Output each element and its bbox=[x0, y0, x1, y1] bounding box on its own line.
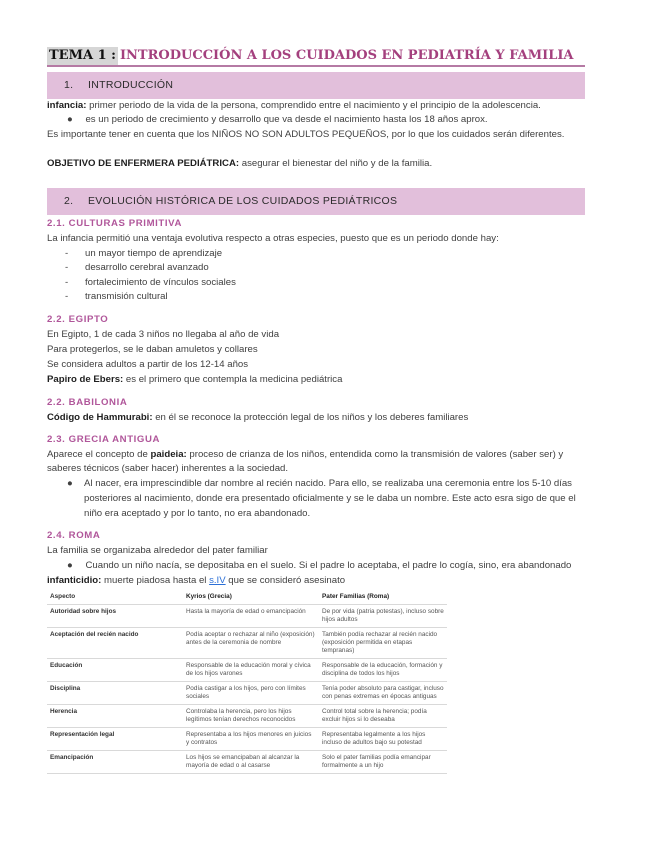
list-item: - transmisión cultural bbox=[65, 291, 168, 302]
grecia-line bbox=[47, 448, 563, 461]
hammurabi-term: Código de Hammurabi: bbox=[47, 412, 153, 423]
title-underline bbox=[47, 65, 585, 67]
list-item bbox=[67, 113, 488, 126]
bullet-dot-icon: ● bbox=[67, 114, 73, 125]
table-cell: Representaba legalmente a los hijos incluso de adultos bajo su potestad bbox=[319, 728, 447, 751]
papiro-line bbox=[47, 373, 342, 386]
section-label: EVOLUCIÓN HISTÓRICA DE LOS CUIDADOS PEDIÁTRICOS bbox=[88, 195, 398, 207]
section-header-introduccion bbox=[47, 72, 585, 99]
table-cell: Podía aceptar o rechazar al niño (exposición) antes de la ceremonia de nombre bbox=[183, 628, 319, 659]
table-row bbox=[47, 628, 447, 659]
egipto-line: En Egipto, 1 de cada 3 niños no llegaba al año de vida bbox=[47, 329, 280, 340]
table-header-cell: Aspecto bbox=[47, 590, 183, 605]
table-row bbox=[47, 659, 447, 682]
paideia-term: paideia: bbox=[150, 449, 187, 460]
infanticidio-post: que se consideró asesinato bbox=[225, 575, 346, 586]
papiro-term: Papiro de Ebers: bbox=[47, 374, 124, 385]
table-cell: Control total sobre la herencia; podía excluir hijos si lo deseaba bbox=[319, 705, 447, 728]
roma-line: La familia se organizaba alrededor del pater familiar bbox=[47, 545, 268, 556]
table-row bbox=[47, 682, 447, 705]
bullet-dot-icon: ● bbox=[67, 478, 73, 489]
list-item-text: transmisión cultural bbox=[85, 291, 168, 302]
list-item-text: un mayor tiempo de aprendizaje bbox=[85, 248, 223, 259]
grecia-pre: Aparece el concepto de bbox=[47, 449, 151, 460]
table-cell: Autoridad sobre hijos bbox=[47, 605, 183, 628]
grecia-line: saberes técnicos (saber hacer) inherentes a la sociedad. bbox=[47, 463, 289, 474]
table-cell: Emancipación bbox=[47, 751, 183, 774]
hammurabi-text: en él se reconoce la protección legal de los niños y los deberes familiares bbox=[152, 412, 469, 423]
list-item: - fortalecimiento de vínculos sociales bbox=[65, 277, 236, 288]
table-cell: Controlaba la herencia, pero los hijos legítimos tenían derechos reconocidos bbox=[183, 705, 319, 728]
table-cell: Representaba a los hijos menores en juicios y contratos bbox=[183, 728, 319, 751]
infancia-text: primer periodo de la vida de la persona, comprendido entre el nacimiento y el principio de la adolescencia. bbox=[86, 100, 541, 111]
title-prefix: TEMA 1 : bbox=[49, 48, 116, 63]
table-row bbox=[47, 605, 447, 628]
table-cell: Herencia bbox=[47, 705, 183, 728]
table-cell: Representación legal bbox=[47, 728, 183, 751]
heading-roma: 2.4. ROMA bbox=[47, 530, 101, 541]
list-item: - un mayor tiempo de aprendizaje bbox=[65, 248, 223, 259]
infanticidio-term: infanticidio: bbox=[47, 575, 102, 586]
table-cell: Responsable de la educación moral y cívica de los hijos varones bbox=[183, 659, 319, 682]
infancia-definition bbox=[47, 99, 541, 112]
heading-grecia: 2.3. GRECIA ANTIGUA bbox=[47, 434, 161, 445]
table-cell: Solo el pater familias podía emancipar formalmente a un hijo bbox=[319, 751, 447, 774]
table-cell: Responsable de la educación, formación y disciplina de todos los hijos bbox=[319, 659, 447, 682]
siglo-link[interactable]: s.IV bbox=[209, 575, 226, 586]
section-label: INTRODUCCIÓN bbox=[88, 79, 174, 91]
grecia-bullet-line: posteriores al nacimiento, donde era presentado oficialmente y se le daba un nombre. Este acto esra sigo de que el bbox=[84, 493, 576, 504]
heading-babilonia: 2.2. BABILONIA bbox=[47, 397, 128, 408]
hammurabi-line bbox=[47, 411, 468, 424]
objetivo-line bbox=[47, 157, 432, 170]
list-item-text: fortalecimiento de vínculos sociales bbox=[85, 277, 236, 288]
table-row bbox=[47, 728, 447, 751]
grecia-text: proceso de crianza de los niños, entendida como la transmisión de valores (saber ser) y bbox=[186, 449, 564, 460]
table-cell: Aceptación del recién nacido bbox=[47, 628, 183, 659]
culturas-text: La infancia permitió una ventaja evolutiva respecto a otras especies, puesto que es un periodo donde hay: bbox=[47, 233, 499, 244]
table-header-row bbox=[47, 590, 447, 605]
table-cell: Educación bbox=[47, 659, 183, 682]
egipto-line: Para protegerlos, se le daban amuletos y collares bbox=[47, 344, 258, 355]
heading-culturas: 2.1. CULTURAS PRIMITIVA bbox=[47, 218, 182, 229]
important-note: Es importante tener en cuenta que los NIÑOS NO SON ADULTOS PEQUEÑOS, por lo que los cuidados serán diferentes. bbox=[47, 129, 565, 140]
comparison-table bbox=[47, 590, 447, 774]
bullet-dot-icon: ● bbox=[67, 560, 73, 571]
egipto-line: Se considera adultos a partir de los 12-14 años bbox=[47, 359, 249, 370]
table-cell: Podía castigar a los hijos, pero con límites sociales bbox=[183, 682, 319, 705]
table-cell: Tenía poder absoluto para castigar, incluso con penas extremas en épocas antiguas bbox=[319, 682, 447, 705]
infanticidio-pre: muerte piadosa hasta el bbox=[101, 575, 210, 586]
heading-egipto: 2.2. EGIPTO bbox=[47, 314, 109, 325]
grecia-bullet-line: Al nacer, era imprescindible dar nombre al recién nacido. Para ello, se realizaba una ceremonia entre los 5-10 días bbox=[84, 478, 572, 489]
title-text: INTRODUCCIÓN A LOS CUIDADOS EN PEDIATRÍA Y FAMILIA bbox=[119, 48, 574, 63]
table-row bbox=[47, 751, 447, 774]
table-cell: Los hijos se emancipaban al alcanzar la mayoría de edad o al casarse bbox=[183, 751, 319, 774]
grecia-bullet-line: niño era aceptado y por lo tanto, no era abandonado. bbox=[84, 508, 311, 519]
list-item-text: desarrollo cerebral avanzado bbox=[85, 262, 209, 273]
objetivo-text: asegurar el bienestar del niño y de la familia. bbox=[239, 158, 433, 169]
document-title bbox=[47, 47, 574, 65]
infancia-term: infancia: bbox=[47, 100, 87, 111]
list-item bbox=[67, 477, 73, 490]
table-cell: Disciplina bbox=[47, 682, 183, 705]
table-header-cell: Kyrios (Grecia) bbox=[183, 590, 319, 605]
objetivo-term: OBJETIVO DE ENFERMERA PEDIÁTRICA: bbox=[47, 158, 240, 169]
table-row bbox=[47, 705, 447, 728]
table-cell: De por vida (patria potestas), incluso sobre hijos adultos bbox=[319, 605, 447, 628]
bullet-text: es un periodo de crecimiento y desarrollo que va desde el nacimiento hasta los 18 años aprox. bbox=[85, 114, 488, 125]
section-header-evolucion bbox=[47, 188, 585, 215]
infanticidio-line bbox=[47, 574, 345, 587]
bullet-text: Cuando un niño nacía, se depositaba en el suelo. Si el padre lo aceptaba, el padre lo cogía, sino, era abandonado bbox=[85, 560, 572, 571]
section-number: 1. bbox=[64, 79, 74, 91]
list-item bbox=[67, 559, 571, 572]
table-cell: También podía rechazar al recién nacido (exposición permitida en etapas tempranas) bbox=[319, 628, 447, 659]
section-number: 2. bbox=[64, 195, 74, 207]
list-item: - desarrollo cerebral avanzado bbox=[65, 262, 209, 273]
table-header-cell: Pater Familias (Roma) bbox=[319, 590, 447, 605]
table-cell: Hasta la mayoría de edad o emancipación bbox=[183, 605, 319, 628]
papiro-text: es el primero que contempla la medicina pediátrica bbox=[123, 374, 343, 385]
